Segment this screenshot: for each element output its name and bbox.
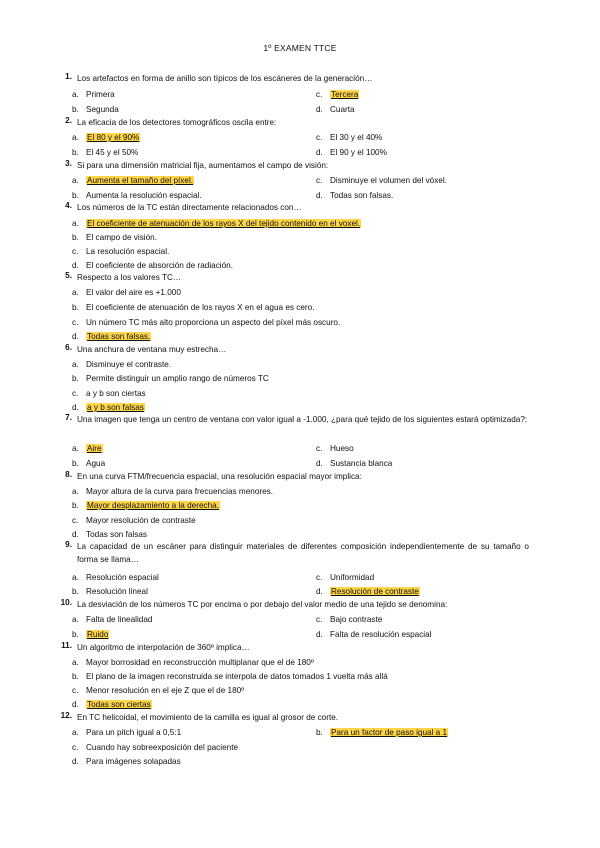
question-text: Una anchura de ventana muy estrecha… bbox=[77, 345, 227, 354]
answer-option bbox=[72, 671, 388, 683]
option-text: Un número TC más alto proporciona un aspecto del píxel más oscuro. bbox=[86, 318, 341, 327]
option-text: Primera bbox=[86, 90, 115, 99]
answer-option bbox=[72, 232, 157, 244]
question-number: 2. bbox=[65, 116, 72, 125]
option-text: Sustancia blanca bbox=[330, 459, 393, 468]
option-letter: c. bbox=[72, 247, 79, 256]
option-text: La resolución espacial. bbox=[86, 247, 170, 256]
highlighted-answer-text: Aumenta el tamaño del píxel. bbox=[87, 176, 194, 185]
option-letter: c. bbox=[316, 615, 323, 624]
option-text: Para un pitch igual a 0,5:1 bbox=[86, 728, 182, 737]
answer-option bbox=[72, 614, 152, 626]
option-letter: a. bbox=[72, 444, 79, 453]
question-text: Los artefactos en forma de anillo son típicos de los escáneres de la generación… bbox=[77, 74, 373, 83]
option-text: El valor del aire es +1.000 bbox=[86, 288, 181, 297]
answer-option bbox=[72, 317, 340, 329]
highlighted-answer-text: Tercera bbox=[331, 90, 359, 99]
option-letter: c. bbox=[316, 573, 323, 582]
highlighted-answer-text: Para un factor de paso igual a 1 bbox=[331, 728, 448, 737]
option-text: Para imágenes solapadas bbox=[86, 757, 181, 766]
answer-option bbox=[72, 388, 146, 400]
option-letter: a. bbox=[72, 487, 79, 496]
option-text: Falta de linealidad bbox=[86, 615, 153, 624]
page-title: 1º EXAMEN TTCE bbox=[263, 43, 337, 53]
question-text: La capacidad de un escáner para distinguir materiales de diferentes composición independientemente de su tamaño o forma se llama… bbox=[77, 542, 529, 564]
option-text: Segunda bbox=[86, 105, 119, 114]
option-letter: a. bbox=[72, 90, 79, 99]
highlighted-answer-text: Aire bbox=[87, 444, 102, 453]
question-number: 9. bbox=[65, 540, 72, 549]
option-text: Permite distinguir un amplio rango de números TC bbox=[86, 374, 269, 383]
option-letter: d. bbox=[72, 530, 79, 539]
answer-option-correct bbox=[72, 629, 109, 641]
answer-option bbox=[72, 727, 181, 739]
option-letter: c. bbox=[72, 686, 79, 695]
answer-option bbox=[72, 586, 148, 598]
option-letter: b. bbox=[72, 148, 79, 157]
answer-option bbox=[72, 756, 181, 768]
option-letter: d. bbox=[316, 587, 323, 596]
option-letter: b. bbox=[72, 374, 79, 383]
answer-option bbox=[316, 614, 382, 626]
answer-option-correct bbox=[316, 727, 448, 739]
answer-option bbox=[316, 443, 354, 455]
highlighted-answer-text: Todas son ciertas bbox=[87, 700, 151, 709]
answer-option bbox=[316, 458, 392, 470]
question-number: 10. bbox=[60, 598, 72, 607]
option-text: Mayor altura de la curva para frecuencias menores. bbox=[86, 487, 274, 496]
option-letter: a. bbox=[72, 615, 79, 624]
option-letter: c. bbox=[72, 516, 79, 525]
answer-option bbox=[316, 132, 382, 144]
question-text: Los números de la TC están directamente relacionados con… bbox=[77, 203, 302, 212]
answer-option bbox=[72, 458, 105, 470]
answer-option bbox=[72, 246, 169, 258]
answer-option bbox=[72, 89, 115, 101]
highlighted-answer-text: Resolución de contraste bbox=[331, 587, 419, 596]
question-text: Respecto a los valores TC… bbox=[77, 273, 182, 282]
option-letter: b. bbox=[316, 728, 323, 737]
option-text: El 30 y el 40% bbox=[330, 133, 383, 142]
answer-option bbox=[72, 287, 181, 299]
option-text: Cuarta bbox=[330, 105, 355, 114]
option-letter: c. bbox=[316, 133, 323, 142]
answer-option-correct bbox=[72, 500, 220, 512]
answer-option bbox=[72, 359, 171, 371]
answer-option-correct bbox=[316, 586, 420, 598]
option-letter: d. bbox=[316, 459, 323, 468]
answer-option-correct bbox=[72, 175, 194, 187]
option-text: El coeficiente de absorción de radiación. bbox=[86, 261, 234, 270]
option-letter: a. bbox=[72, 219, 79, 228]
option-letter: d. bbox=[316, 148, 323, 157]
option-letter: d. bbox=[316, 191, 323, 200]
option-letter: a. bbox=[72, 360, 79, 369]
answer-option bbox=[316, 572, 374, 584]
answer-option bbox=[72, 486, 273, 498]
answer-option bbox=[72, 572, 159, 584]
option-letter: c. bbox=[316, 90, 323, 99]
option-letter: d. bbox=[72, 332, 79, 341]
answer-option bbox=[316, 104, 355, 116]
option-text: Hueso bbox=[330, 444, 354, 453]
question-number: 7. bbox=[65, 413, 72, 422]
question-number: 6. bbox=[65, 343, 72, 352]
option-text: a y b son ciertas bbox=[86, 389, 146, 398]
answer-option bbox=[72, 147, 138, 159]
highlighted-answer-text: El 80 y el 90% bbox=[87, 133, 140, 142]
answer-option bbox=[72, 104, 119, 116]
question-number: 8. bbox=[65, 470, 72, 479]
option-text: Aumenta la resolución espacial. bbox=[86, 191, 202, 200]
question-text: En TC helicoidal, el movimiento de la camilla es igual al grosor de corte. bbox=[77, 713, 339, 722]
option-letter: b. bbox=[72, 630, 79, 639]
highlighted-answer-text: Todas son falsas. bbox=[87, 332, 151, 341]
option-letter: a. bbox=[72, 288, 79, 297]
question-text: La desviación de los números TC por encima o por debajo del valor medio de una tejido se denomina: bbox=[77, 600, 448, 609]
option-text: Resolución espacial bbox=[86, 573, 159, 582]
option-text: Mayor borrosidad en reconstrucción multiplanar que el de 180º bbox=[86, 658, 314, 667]
option-text: Mayor resolución de contraste bbox=[86, 516, 196, 525]
question-number: 12. bbox=[60, 711, 72, 720]
option-letter: c. bbox=[316, 444, 323, 453]
question-number: 4. bbox=[65, 201, 72, 210]
option-letter: c. bbox=[72, 389, 79, 398]
answer-option bbox=[72, 685, 244, 697]
answer-option-correct bbox=[316, 89, 359, 101]
highlighted-answer-text: Mayor desplazamiento a la derecha. bbox=[87, 501, 219, 510]
answer-option-correct bbox=[72, 443, 103, 455]
option-letter: b. bbox=[72, 672, 79, 681]
answer-option bbox=[72, 373, 269, 385]
question-text: Una imagen que tenga un centro de ventana con valor igual a -1.000, ¿para qué tejido de los siguientes estará optimizada?: bbox=[77, 415, 528, 424]
option-text: Disminuye el volumen del vóxel. bbox=[330, 176, 447, 185]
option-text: Todas son falsas. bbox=[330, 191, 394, 200]
question-text: En una curva FTM/frecuencia espacial, una resolución espacial mayor implica: bbox=[77, 472, 362, 481]
option-letter: b. bbox=[72, 459, 79, 468]
highlighted-answer-text: Ruido bbox=[87, 630, 109, 639]
answer-option bbox=[72, 657, 314, 669]
answer-option-correct bbox=[72, 699, 152, 711]
option-letter: a. bbox=[72, 573, 79, 582]
question-number: 3. bbox=[65, 159, 72, 168]
option-text: Bajo contraste bbox=[330, 615, 383, 624]
answer-option bbox=[316, 175, 447, 187]
option-text: Uniformidad bbox=[330, 573, 375, 582]
question-text: La eficacia de los detectores tomográficos oscila entre: bbox=[77, 118, 277, 127]
question-number: 5. bbox=[65, 271, 72, 280]
option-letter: a. bbox=[72, 133, 79, 142]
option-text: El 45 y el 50% bbox=[86, 148, 139, 157]
option-letter: d. bbox=[316, 630, 323, 639]
option-letter: b. bbox=[72, 303, 79, 312]
option-text: Menor resolución en el eje Z que el de 180º bbox=[86, 686, 245, 695]
highlighted-answer-text: El coeficiente de atenuación de los rayos X del tejido contenido en el voxel. bbox=[87, 219, 361, 228]
answer-option bbox=[72, 515, 196, 527]
question-text: Un algoritmo de interpolación de 360º implica… bbox=[77, 643, 250, 652]
option-text: Todas son falsas bbox=[86, 530, 147, 539]
option-letter: b. bbox=[72, 501, 79, 510]
answer-option bbox=[316, 147, 387, 159]
option-text: Disminuye el contraste. bbox=[86, 360, 172, 369]
option-letter: c. bbox=[72, 318, 79, 327]
option-letter: d. bbox=[72, 700, 79, 709]
highlighted-answer-text: a y b son falsas bbox=[87, 403, 144, 412]
question-text: Si para una dimensión matricial fija, aumentamos el campo de visión: bbox=[77, 161, 329, 170]
option-text: Resolución lineal bbox=[86, 587, 148, 596]
option-letter: d. bbox=[72, 757, 79, 766]
option-text: El 90 y el 100% bbox=[330, 148, 387, 157]
option-letter: c. bbox=[316, 176, 323, 185]
answer-option bbox=[72, 742, 238, 754]
option-letter: b. bbox=[72, 587, 79, 596]
option-text: Cuando hay sobreexposición del paciente bbox=[86, 743, 239, 752]
question-number: 11. bbox=[61, 641, 72, 650]
option-letter: d. bbox=[72, 261, 79, 270]
answer-option-correct bbox=[72, 218, 361, 230]
option-letter: b. bbox=[72, 233, 79, 242]
option-letter: d. bbox=[316, 105, 323, 114]
option-text: Agua bbox=[86, 459, 106, 468]
option-letter: c. bbox=[72, 743, 79, 752]
option-text: El plano de la imagen reconstruida se interpola de datos tomados 1 vuelta más allá bbox=[86, 672, 388, 681]
option-letter: b. bbox=[72, 105, 79, 114]
answer-option-correct bbox=[72, 132, 140, 144]
answer-option bbox=[72, 302, 315, 314]
answer-option-correct bbox=[72, 331, 151, 343]
option-letter: a. bbox=[72, 728, 79, 737]
option-letter: b. bbox=[72, 191, 79, 200]
option-letter: a. bbox=[72, 658, 79, 667]
question-number: 1. bbox=[65, 72, 72, 81]
option-text: Falta de resolución espacial bbox=[330, 630, 432, 639]
option-text: El coeficiente de atenuación de los rayos X en el agua es cero. bbox=[86, 303, 315, 312]
option-text: El campo de visión. bbox=[86, 233, 157, 242]
option-letter: d. bbox=[72, 403, 79, 412]
option-letter: a. bbox=[72, 176, 79, 185]
answer-option bbox=[316, 629, 432, 641]
